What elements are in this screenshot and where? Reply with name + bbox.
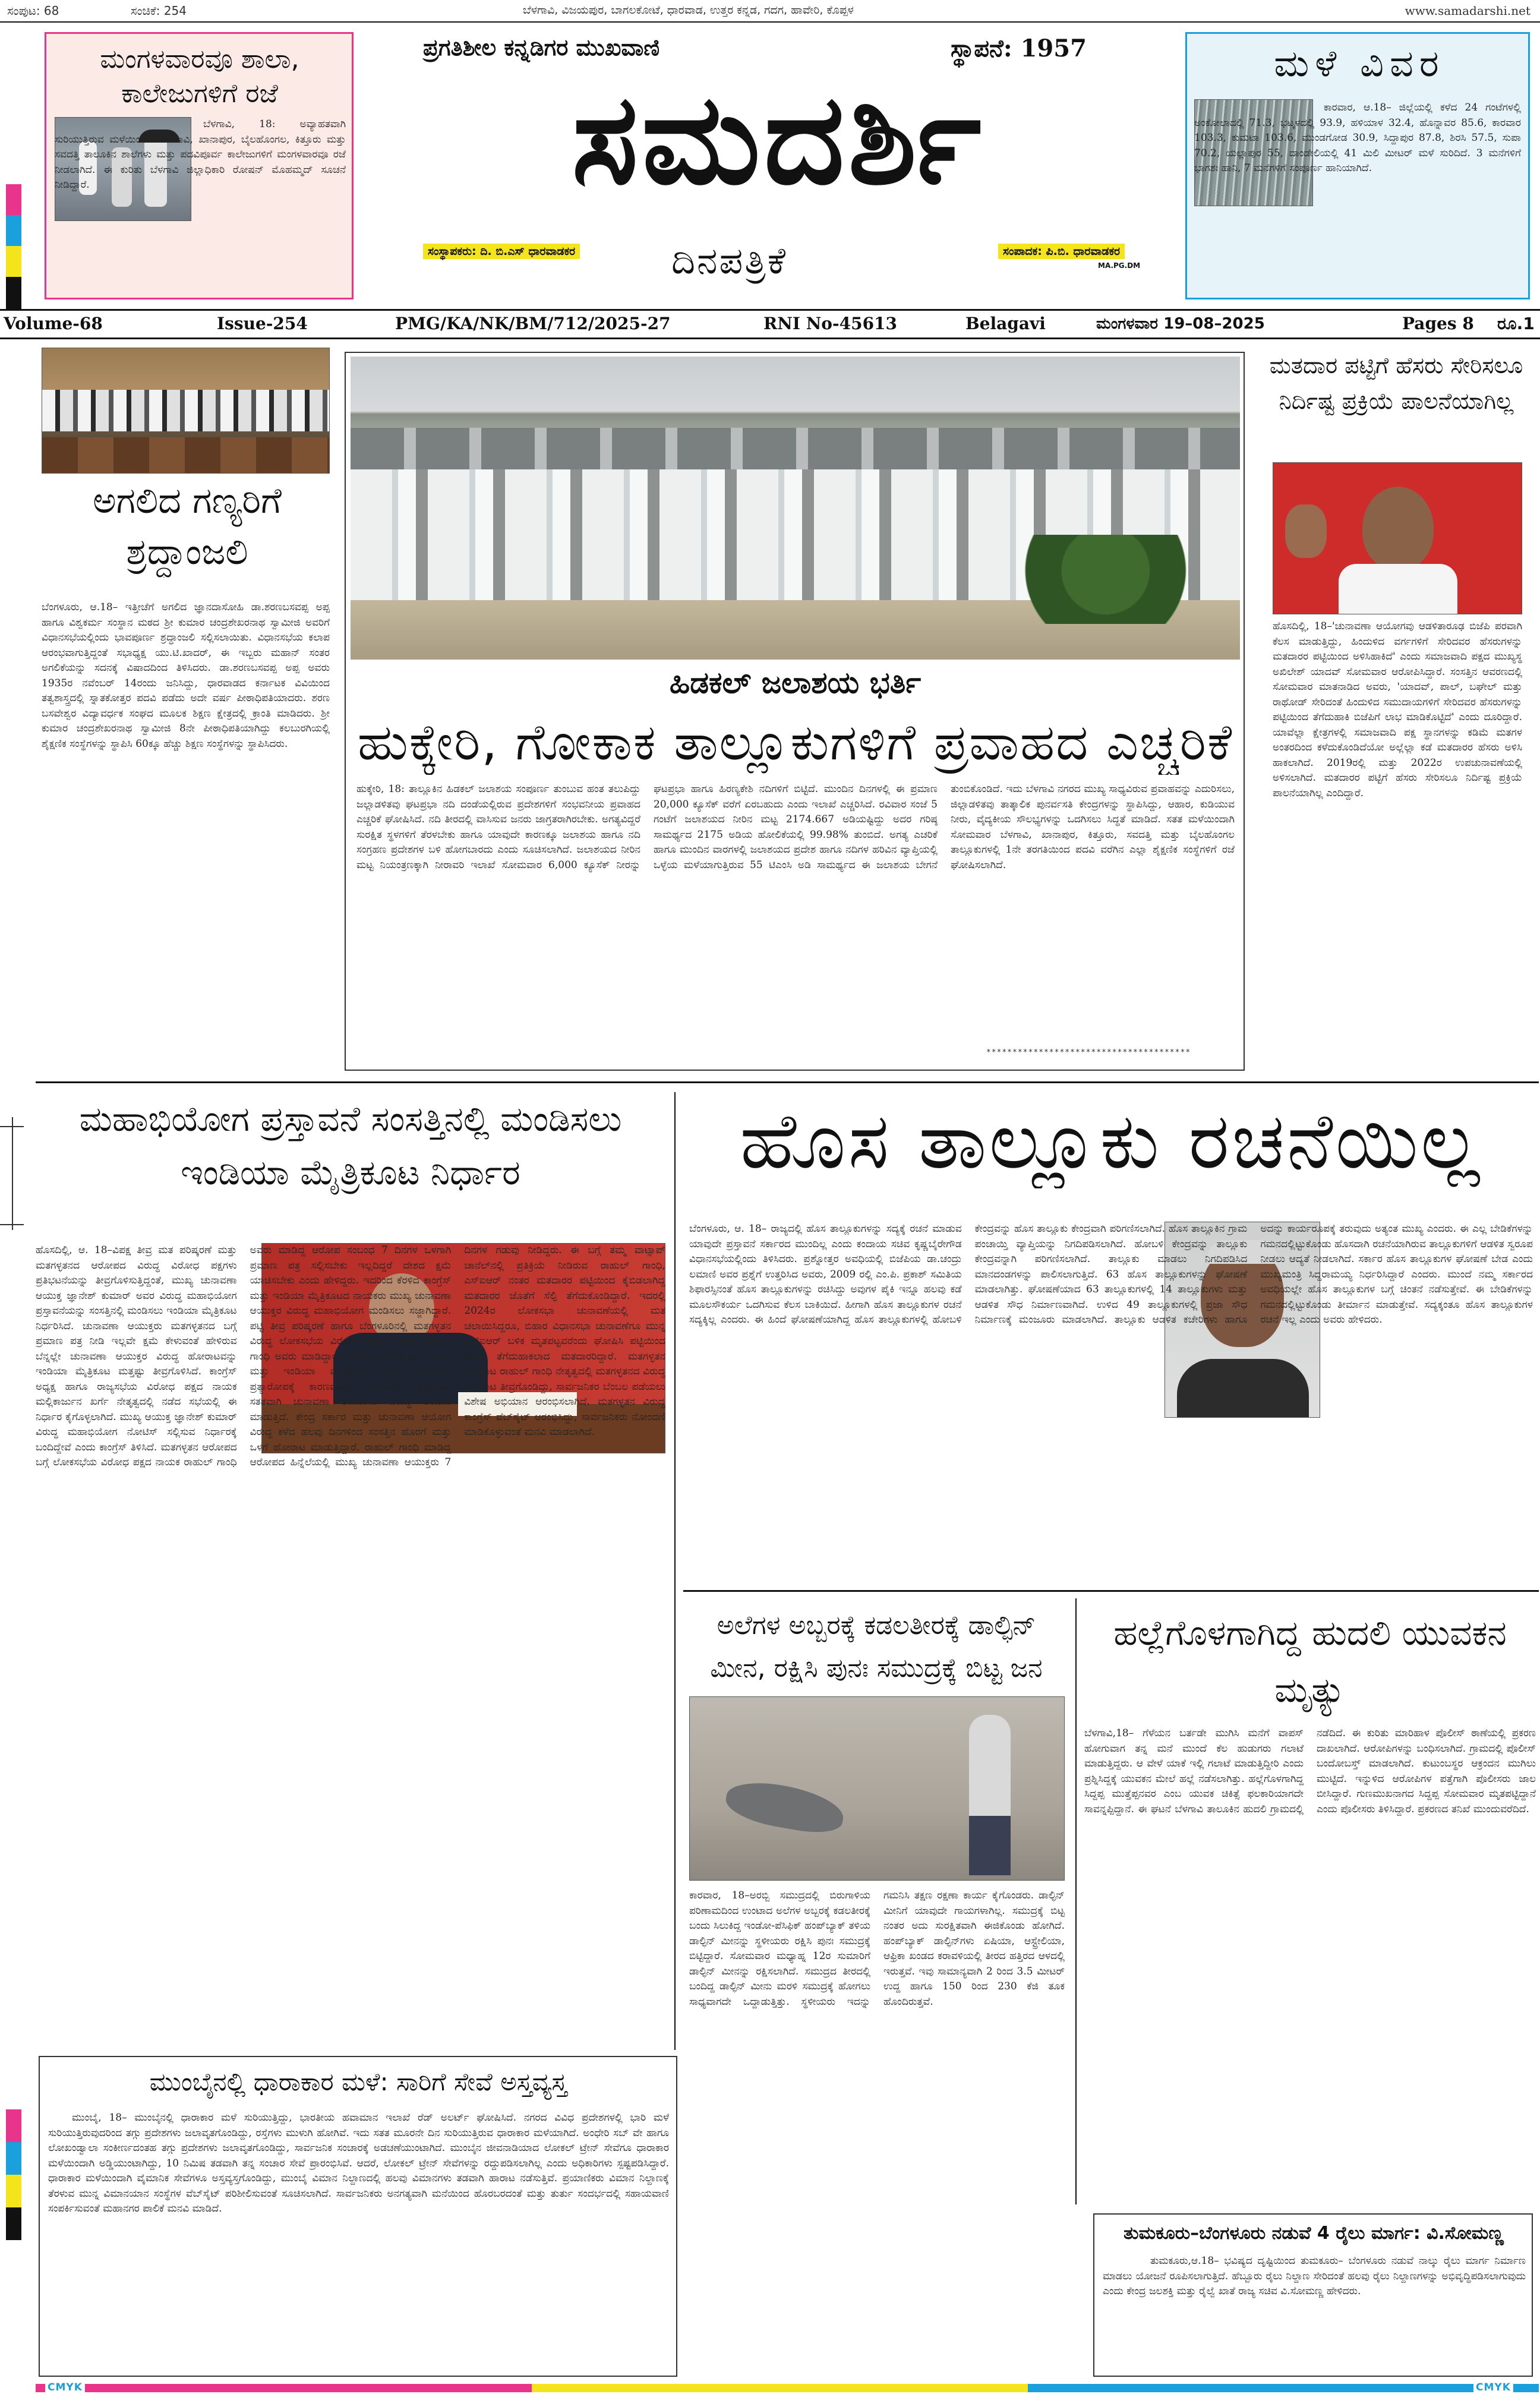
ear-left-headline: ಮಂಗಳವಾರವೂ ಶಾಲಾ, ಕಾಲೇಜುಗಳಿಗೆ ರಜೆ	[100, 44, 299, 109]
tribute-headline: ಅಗಲಿದ ಗಣ್ಯರಿಗೆ ಶ್ರದ್ಧಾಂಜಲಿ	[93, 480, 282, 573]
akhilesh-photo	[1273, 462, 1522, 614]
impeach-body-text: ಹೊಸದಿಲ್ಲಿ, ಆ. 18–ವಿಪಕ್ಷ ತೀವ್ರ ಮತ ಪರಿಷ್ಕರಣೆ ಮತ್ತು ಮತಗಳ್ಳತನದ ಆರೋಪದ ವಿರುದ್ಧ ವಿರೋಧ ಪಕ್ಷಗಳು ಪ್ರತಿಭಟನೆಯನ್ನು ತೀವ್ರಗೊಳಿಸುತ್ತಿದ್ದಂತೆ, ಮುಖ್ಯ ಚುನಾವಣಾ ಆಯುಕ್ತ ಜ್ಞಾನೇಶ್ ಕುಮಾರ್ ಅವರ ವಿರುದ್ಧ ಮಹಾಭಿಯೋಗ ಪ್ರಸ್ತಾವನೆಯನ್ನು ಸಂಸತ್ತಿನಲ್ಲಿ ಮಂಡಿಸಲು ಇಂಡಿಯಾ ಮೈತ್ರಿಕೂಟ ನಿರ್ಧರಿಸಿದೆ. ಚುನಾವಣಾ ಆಯುಕ್ತರು ಮತಗಳ್ಳತನದ ಬಗ್ಗೆ ಪ್ರಮಾಣ ಪತ್ರ ನೀಡಿ ಇಲ್ಲವೇ ಕ್ಷಮೆ ಕೇಳುವಂತೆ ಹೇಳಿರುವ ಬೆನ್ನಲ್ಲೇ ಚುನಾವಣಾ ಆಯುಕ್ತರ ವಿರುದ್ಧ ಹೋರಾಟವನ್ನು ಇಂಡಿಯಾ ಮೈತ್ರಿಕೂಟ ಮತ್ತಷ್ಟು ತೀವ್ರಗೊಳಿಸಿದೆ. ಕಾಂಗ್ರೆಸ್ ಅಧ್ಯಕ್ಷ ಹಾಗೂ ರಾಜ್ಯಸಭೆಯ ವಿರೋಧ ಪಕ್ಷದ ನಾಯಕ ಮಲ್ಲಿಕಾರ್ಜುನ ಖರ್ಗೆ ನೇತೃತ್ವದಲ್ಲಿ ನಡೆದ ಸಭೆಯಲ್ಲಿ ಈ ನಿರ್ಧಾರ ಕೈಗೊಳ್ಳಲಾಗಿದೆ. ಮುಖ್ಯ ಆಯುಕ್ತ ಜ್ಞಾನೇಶ್ ಕುಮಾರ್ ವಿರುದ್ಧ ಮಹಾಭಿಯೋಗ ನೋಟಿಸ್ ಸಲ್ಲಿಸುವ ನಿರ್ಧಾರಕ್ಕೆ ಬಂದಿದ್ದೇವೆ ಎಂದು ಕಾಂಗ್ರೆಸ್ ತಿಳಿಸಿದೆ. ಮತಗಳ್ಳತನ ಆರೋಪದ ಬಗ್ಗೆ ಲೋಕಸಭೆಯ ವಿರೋಧ ಪಕ್ಷದ ನಾಯಕ ರಾಹುಲ್ ಗಾಂಧಿ ಅವರು ಮಾಡಿದ್ದ ಆರೋಪ ಸಂಬಂಧ 7 ದಿನಗಳ ಒಳಗಾಗಿ ಪ್ರಮಾಣ ಪತ್ರ ಸಲ್ಲಿಸಬೇಕು ಇಲ್ಲದಿದ್ದರೆ ದೇಶದ ಕ್ಷಮೆ ಯಾಚಿಸಬೇಕು ಎಂದು ಹೇಳಿದ್ದರು. ಇದರಿಂದ ಕೆರಳಿದ ಕಾಂಗ್ರೆಸ್ ಮತ್ತು ಇಂಡಿಯಾ ಮೈತ್ರಿಕೂಟದ ನಾಯಕರು ಮುಖ್ಯ ಚುನಾವಣಾ ಆಯುಕ್ತರ ವಿರುದ್ಧ ಮಹಾಭಿಯೋಗ ಮಂಡಿಸಲು ಸಜ್ಜಾಗಿದ್ದಾರೆ. ಪಟ್ಟಿ ತೀವ್ರ ಪರಿಷ್ಕರಣೆ ಹಾಗೂ ಬೆಂಗಳೂರಿನಲ್ಲಿ ಮತಗಳ್ಳತನ ವಿರುದ್ಧ ಲೋಕಸಭೆಯ ವಿರೋಧ ಪಕ್ಷದ ನಾಯಕ ರಾಹುಲ್ ಗಾಂಧಿ ಅವರು ಮಾಡಿದ್ದಾರೆ. ಇದರಿಂದ ಚುನಾವಣಾ ಆಯೋಗ ಮತ್ತು ಇಂಡಿಯಾ ಮೈತ್ರಿಕೂಟದ ನಡುವೆ ಆರೋಪ ಪ್ರತ್ಯಾರೋಪಕ್ಕೆ ಕಾರಣವಾಗಿದೆ. ಇಂಡಿಯಾ ಮೈತ್ರಿಕೂಟ ಸತತವಾಗಿ ಚುನಾವಣಾ ಆಯೋಗದ ವಿರುದ್ಧ ಆರೋಪ ಮಾಡುತ್ತಿದೆ. ಕೇಂದ್ರ ಸರ್ಕಾರ ಮತ್ತು ಚುನಾವಣಾ ಆಯೋಗ ವಿರುದ್ಧ ಕಳೆದ ಹಲವು ದಿನಗಳಿಂದ ಸಂಸತ್ತಿನ ಹೊರಗೆ ಮತ್ತು ಒಳಗೆ ಹೋರಾಟ ಮಾಡುತ್ತಿದ್ದಾರೆ. ರಾಹುಲ್ ಗಾಂಧಿ ಮಾಡಿದ್ದ ಆರೋಪದ ಹಿನ್ನೆಲೆಯಲ್ಲಿ ಮುಖ್ಯ ಚುನಾವಣಾ ಆಯುಕ್ತರು 7 ದಿನಗಳ ಗಡುವು ನೀಡಿದ್ದರು. ಈ ಬಗ್ಗೆ ತಮ್ಮ ವಾಟ್ಸಾಪ್ ಚಾನೆಲ್‌ನಲ್ಲಿ ಪ್ರತಿಕ್ರಿಯೆ ನೀಡಿರುವ ರಾಹುಲ್ ಗಾಂಧಿ, ಎಸ್‌ಐಆರ್ ನಂತರ ಮತದಾರರ ಪಟ್ಟಿಯಿಂದ ಕೈಬಿಡಲಾಗಿದ್ದ ಮತದಾರರ ಜೊತೆಗೆ ಸೆಲ್ಫಿ ತೆಗೆದುಕೊಂಡಿದ್ದಾರೆ. ಇದರಲ್ಲಿ 2024ರ ಲೋಕಸಭಾ ಚುನಾವಣೆಯಲ್ಲಿ ಮತ ಚಲಾಯಿಸಿದ್ದರೂ, ಬಿಹಾರ ವಿಧಾನಸಭಾ ಚುನಾವಣೆಗೂ ಮುನ್ನ ಎಸ್‌ಐಆರ್ ಬಳಿಕ ಮೃತಪಟ್ಟವರೆಂದು ಘೋಷಿಸಿ ಪಟ್ಟಿಯಿಂದ ಹೆಸರು ತೆಗೆದುಹಾಕಲಾದ ಮತದಾರರಿದ್ದಾರೆ. ಮತಗಳ್ಳತನ ಹೋರಾಟ ರಾಹುಲ್ ಗಾಂಧಿ ನೇತೃತ್ವದಲ್ಲಿ ಮತಗಳ್ಳತನದ ವಿರುದ್ಧ ಹೋರಾಟ ತೀವ್ರಗೊಂಡಿದ್ದು, ಸಾರ್ವಜನಿಕರ ಬೆಂಬಲ ಪಡೆಯಲು ವಿಶೇಷ ಅಭಿಯಾನ ಆರಂಭಿಸಲಾಗಿದೆ. ಮತಗಳ್ಳತನ ವಿರುದ್ಧ ಕಾಂಗ್ರೆಸ್ ವೆಬ್‌ಸೈಟ್ ಆರಂಭಿಸಿದ್ದು, ಸಾರ್ವಜನಿಕರು ನೋಂದಣಿ ಮಾಡಿಕೊಳ್ಳುವಂತೆ ಮನವಿ ಮಾಡಲಾಗಿದೆ.	[36, 1244, 665, 1468]
registration-bar-bottom	[6, 2109, 21, 2240]
issue-number: ಸಂಚಿಕೆ: 254	[131, 4, 187, 18]
ear-left-box	[45, 32, 354, 299]
cmyk-label-right: CMYK	[1473, 2382, 1513, 2393]
dam-kicker: ಹಿಡಕಲ್ ಜಲಾಶಯ ಭರ್ತಿ	[669, 665, 922, 700]
mumbai-headline: ಮುಂಬೈನಲ್ಲಿ ಧಾರಾಕಾರ ಮಳೆ: ಸಾರಿಗೆ ಸೇವೆ ಅಸ್ತವ್ಯಸ್ತ	[149, 2067, 567, 2096]
cmyk-label-left: CMYK	[45, 2382, 85, 2393]
crop-mark-left-2	[0, 1224, 24, 1225]
dolphin-body: ಕಾರವಾರ, 18–ಅರಬ್ಬಿ ಸಮುದ್ರದಲ್ಲಿ ಬಿರುಗಾಳಿಯ ಪರಿಣಾಮದಿಂದ ಉಂಟಾದ ಅಲೆಗಳ ಅಬ್ಬರಕ್ಕೆ ಕಡಲತೀರಕ್ಕೆ ಬಂದು ಸಿಲುಕಿದ್ದ ಇಂಡೋ-ಪೆಸಿಫಿಕ್ ಹಂಪ್‌ಬ್ಯಾಕ್ ತಳಿಯ ಡಾಲ್ಫಿನ್ ಮೀನನ್ನು ಸ್ಥಳೀಯರು ರಕ್ಷಿಸಿ ಪುನಃ ಸಮುದ್ರಕ್ಕೆ ಬಿಟ್ಟಿದ್ದಾರೆ. ಸೋಮವಾರ ಮಧ್ಯಾಹ್ನ 12ರ ಸುಮಾರಿಗೆ ಡಾಲ್ಫಿನ್ ಮೀನನ್ನು ರಕ್ಷಿಸಲಾಗಿದೆ. ಸಮುದ್ರದ ತೀರದಲ್ಲಿ ಬಂದಿದ್ದ ಡಾಲ್ಫಿನ್ ಮೀನು ಮರಳಿ ಸಮುದ್ರಕ್ಕೆ ಹೋಗಲು ಸಾಧ್ಯವಾಗದೇ ಒದ್ದಾಡುತ್ತಿತ್ತು. ಸ್ಥಳೀಯರು ಇದನ್ನು ಗಮನಿಸಿ ತಕ್ಷಣ ರಕ್ಷಣಾ ಕಾರ್ಯ ಕೈಗೊಂಡರು. ಡಾಲ್ಫಿನ್ ಮೀನಿಗೆ ಯಾವುದೇ ಗಾಯಗಳಾಗಿಲ್ಲ. ಸಮುದ್ರಕ್ಕೆ ಬಿಟ್ಟ ನಂತರ ಅದು ಸುರಕ್ಷಿತವಾಗಿ ಈಜಿಕೊಂಡು ಹೋಗಿದೆ. ಹಂಪ್‌ಬ್ಯಾಕ್ ಡಾಲ್ಫಿನ್‌ಗಳು ಏಷಿಯಾ, ಆಸ್ಟ್ರೇಲಿಯಾ, ಆಫ್ರಿಕಾ ಖಂಡದ ಕರಾವಳಿಯಲ್ಲಿ ತೀರದ ಹತ್ತಿರದ ಆಳದಲ್ಲಿ ಇರುತ್ತವೆ. ಇವು ಸಾಮಾನ್ಯವಾಗಿ 2 ರಿಂದ 3.5 ಮೀಟರ್ ಉದ್ದ ಹಾಗೂ 150 ರಿಂದ 230 ಕೆಜಿ ತೂಕ ಹೊಂದಿರುತ್ತವೆ.	[689, 1890, 1065, 2008]
dolphin-photo	[689, 1696, 1065, 1881]
newspaper-subtitle: ದಿನಪತ್ರಿಕೆ	[671, 239, 788, 282]
voter-headline: ಮತದಾರ ಪಟ್ಟಿಗೆ ಹೆಸರು ಸೇರಿಸಲೂ ನಿರ್ದಿಷ್ಟ ಪ್ರಕ್ರಿಯೆ ಪಾಲನೆಯಾಗಿಲ್ಲ	[1269, 352, 1523, 414]
website-link[interactable]: www.samadarshi.net	[1405, 4, 1530, 18]
youth-body: ಬೆಳಗಾವಿ,18– ಗೆಳೆಯನ ಬರ್ತಡೇ ಮುಗಿಸಿ ಮನೆಗೆ ವಾಪಸ್ ಹೋಗುವಾಗ ತನ್ನ ಮನೆ ಮುಂದೆ ಕೆಲ ಹುಡುಗರು ಗಲಾಟೆ ಮಾಡುತ್ತಿದ್ದರು. ಆ ವೇಳೆ ಯಾಕೆ ಇಲ್ಲಿ ಗಲಾಟೆ ಮಾಡುತ್ತಿದ್ದೀರಿ ಎಂದು ಪ್ರಶ್ನಿಸಿದ್ದಕ್ಕೆ ಯುವಕನ ಮೇಲೆ ಹಲ್ಲೆ ನಡೆಸಲಾಗಿತ್ತು. ಹಲ್ಲೆಗೊಳಗಾಗಿದ್ದ ಸಿದ್ದಪ್ಪ ಮುತ್ತೆಪ್ಪನವರ ಎಂಬ ಯುವಕ ಚಿಕಿತ್ಸೆ ಫಲಕಾರಿಯಾಗದೇ ಸಾವನ್ನಪ್ಪಿದ್ದಾನೆ. ಈ ಘಟನೆ ಬೆಳಗಾವಿ ತಾಲೂಕಿನ ಹುದಲಿ ಗ್ರಾಮದಲ್ಲಿ ನಡೆದಿದೆ. ಈ ಕುರಿತು ಮಾರಿಹಾಳ ಪೊಲೀಸ್ ಠಾಣೆಯಲ್ಲಿ ಪ್ರಕರಣ ದಾಖಲಾಗಿದೆ. ಆರೋಪಿಗಳನ್ನು ಬಂಧಿಸಲಾಗಿದೆ. ಗ್ರಾಮದಲ್ಲಿ ಪೊಲೀಸ್ ಬಂದೋಬಸ್ತ್ ಮಾಡಲಾಗಿದೆ. ಕುಟುಂಬಸ್ಥರ ಆಕ್ರಂದನ ಮುಗಿಲು ಮುಟ್ಟಿದೆ. ಇನ್ನುಳಿದ ಆರೋಪಿಗಳ ಪತ್ತೆಗಾಗಿ ಪೊಲೀಸರು ಜಾಲ ಬೀಸಿದ್ದಾರೆ. ಗುಣಮುಖನಾಗದ ಸಿದ್ದಪ್ಪ ಸೋಮವಾರ ಮೃತಪಟ್ಟಿದ್ದಾನೆ ಎಂದು ಪೊಲೀಸರು ತಿಳಿಸಿದ್ದಾರೆ. ಪ್ರಕರಣದ ತನಿಖೆ ಮುಂದುವರೆದಿದೆ.	[1084, 1727, 1536, 1815]
ear-right-body: ಕಾರವಾರ, ಆ.18– ಜಿಲ್ಲೆಯಲ್ಲಿ ಕಳೆದ 24 ಗಂಟೆಗಳಲ್ಲಿ ಅಂಕೋಲಾದಲ್ಲಿ 71.3, ಭಟ್ಕಳದಲ್ಲಿ 93.9, ಹಳಿಯಾಳ 32.4, ಹೊನ್ನಾವರ 85.6, ಕಾರವಾರ 103.3, ಕುಮಟಾ 103.6, ಮುಂಡಗೋಡ 30.9, ಸಿದ್ದಾಪುರ 87.8, ಶಿರಸಿ 57.5, ಸುಪಾ 70.2, ಯಲ್ಲಾಪುರ 55, ದಾಂಡೇಲಿಯಲ್ಲಿ 41 ಮಿಲಿ ಮೀಟರ್ ಮಳೆ ಸುರಿದಿದೆ. 3 ಮನೆಗಳಿಗೆ ಭಾಗಶಃ ಹಾನಿ, 7 ಮನೆಗಳಿಗೆ ಸಂಪೂರ್ಣ ಹಾನಿಯಾಗಿದೆ.	[1194, 102, 1521, 174]
info-volume: Volume-68	[4, 314, 103, 333]
info-issue: Issue-254	[217, 314, 308, 333]
impeach-body	[36, 1243, 665, 2045]
dam-headline: ಹುಕ್ಕೇರಿ, ಗೋಕಾಕ ತಾಲ್ಲೂಕುಗಳಿಗೆ ಪ್ರವಾಹದ ಎಚ್ಚರಿಕೆ	[357, 713, 1233, 771]
district-list: ಬೆಳಗಾವಿ, ವಿಜಯಪುರ, ಬಾಗಲಕೋಟೆ, ಧಾರವಾಡ, ಉತ್ತರ ಕನ್ನಡ, ಗದಗ, ಹಾವೇರಿ, ಕೊಪ್ಪಳ	[523, 4, 854, 17]
footer-bar	[36, 2384, 1539, 2392]
youth-headline: ಹಲ್ಲೆಗೊಳಗಾಗಿದ್ದ ಹುದಲಿ ಯುವಕನ ಮೃತ್ಯು	[1113, 1613, 1507, 1710]
ear-right-box	[1185, 32, 1530, 299]
dam-divider: ***************************************	[986, 1048, 1191, 1057]
rail-headline: ತುಮಕೂರು–ಬೆಂಗಳೂರು ನಡುವೆ 4 ರೈಲು ಮಾರ್ಗ: ವಿ.ಸೋಮಣ್ಣ	[1097, 2220, 1530, 2247]
info-registration: PMG/KA/NK/BM/712/2025-27	[395, 314, 671, 333]
rail-body: ತುಮಕೂರು,ಆ.18– ಭವಿಷ್ಯದ ದೃಷ್ಟಿಯಿಂದ ತುಮಕೂರು– ಬೆಂಗಳೂರು ನಡುವೆ ನಾಲ್ಕು ರೈಲು ಮಾರ್ಗ ನಿರ್ಮಾಣ ಮಾಡಲು ಯೋಜನೆ ರೂಪಿಸಲಾಗುತ್ತಿದೆ. ಹೆಬ್ಬೂರು ರೈಲು ನಿಲ್ದಾಣ ಸೇರಿದಂತೆ ಹಲವು ರೈಲು ನಿಲ್ದಾಣಗಳನ್ನು ಅಭಿವೃದ್ಧಿಪಡಿಸಲಾಗುವುದು ಎಂದು ಕೇಂದ್ರ ಜಲಶಕ್ತಿ ಮತ್ತು ರೈಲ್ವೆ ಖಾತೆ ರಾಜ್ಯ ಸಚಿವ ವಿ.ಸೋಮಣ್ಣ ಹೇಳಿದರು.	[1103, 2255, 1526, 2297]
newspaper-title: ಸಮದರ್ಶಿ	[572, 67, 985, 212]
dam-story-box	[345, 352, 1245, 1071]
volume-number: ಸಂಪುಟ: 68	[7, 4, 59, 18]
crop-mark-left-v	[12, 1117, 13, 1230]
hidkal-dam-photo	[351, 357, 1240, 660]
info-city: Belagavi	[965, 314, 1046, 333]
established-year: ಸ್ಥಾಪನೆ: 1957	[951, 34, 1087, 62]
dam-body: ಹುಕ್ಕೇರಿ, 18: ತಾಲ್ಲೂಕಿನ ಹಿಡಕಲ್ ಜಲಾಶಯ ಸಂಪೂರ್ಣ ತುಂಬುವ ಹಂತ ತಲುಪಿದ್ದು ಜಲ್ಲಾಡಳಿತವು ಘಟಪ್ರಭಾ ನದಿ ದಂಡೆಯಲ್ಲಿರುವ ಪ್ರದೇಶಗಳಿಗೆ ಸಂಭವನೀಯ ಪ್ರವಾಹದ ಎಚ್ಚರಿಕೆ ಘೋಷಿಸಿದೆ. ನದಿ ತೀರದಲ್ಲಿ ವಾಸಿಸುವ ಜನರು ಜಾಗ್ರತರಾಗಿರಬೇಕು. ಅಗತ್ಯವಿದ್ದರೆ ಸುರಕ್ಷಿತ ಸ್ಥಳಗಳಿಗೆ ತೆರಳಬೇಕು ಹಾಗೂ ಯಾವುದೇ ಕಾರಣಕ್ಕೂ ಜಲಾಶಯ ಹಾಗೂ ನದಿ ಸಂಗ್ರಹಣ ಪ್ರದೇಶಗಳ ಬಳಿ ಹೋಗಬಾರದು ಎಂದು ಸೂಚಿಸಲಾಗಿದೆ. ಜಲಾಶಯದ ನೀರಿನ ಮಟ್ಟ ನಿಯಂತ್ರಣಕ್ಕಾಗಿ ನೀರಾವರಿ ಇಲಾಖೆ ಸೋಮವಾರ 6,000 ಕ್ಯೂಸೆಕ್ ನೀರನ್ನು ಘಟಪ್ರಭಾ ಹಾಗೂ ಹಿರಣ್ಯಕೇಶಿ ನದಿಗಳಿಗೆ ಬಿಟ್ಟಿದೆ. ಮುಂದಿನ ದಿನಗಳಲ್ಲಿ ಈ ಪ್ರಮಾಣ 20,000 ಕ್ಯೂಸೆಕ್ ವರೆಗೆ ಏರಬಹುದು ಎಂದು ಇಲಾಖೆ ಎಚ್ಚರಿಸಿದೆ. ರವಿವಾರ ಸಂಜೆ 5 ಗಂಟೆಗೆ ಜಲಾಶಯದ ನೀರಿನ ಮಟ್ಟ 2174.667 ಅಡಿಯಷ್ಟಿದ್ದು ಅದರ ಗರಿಷ್ಠ ಸಾಮರ್ಥ್ಯದ 2175 ಅಡಿಯ ಹೋಲಿಕೆಯಲ್ಲಿ 99.98% ತುಂಬಿದೆ. ಅಗತ್ಯ ಎಚರಿಕೆ ಹಾಗೂ ಮುಂದಿನ ವಾರಗಳಲ್ಲಿ ಜಲಾಶಯದ ಪ್ರದೇಶ ಹಾಗೂ ನದಿಗಳ ಹರಿವಿನ ವ್ಯಾಪ್ತಿಯಲ್ಲಿ ಒಳ್ಳೆಯ ಮಳೆಯಾಗುತ್ತಿರುವ 55 ಟಿಎಂಸಿ ಅಡಿ ಸಾಮರ್ಥ್ಯದ ಈ ಜಲಾಶಯ ಬೇಗನೆ ತುಂಬಿಕೊಂಡಿದೆ. ಇದು ಬೆಳಗಾವಿ ನಗರದ ಮುಖ್ಯ ಸಾಧ್ಯವಿರುವ ಪ್ರವಾಹವನ್ನು ಎದುರಿಸಲು, ಜಿಲ್ಲಾಡಳಿತವು ತಾತ್ಕಾಲಿಕ ಪುನರ್ವಸತಿ ಕೇಂದ್ರಗಳನ್ನು ಸ್ಥಾಪಿಸಿದ್ದು, ಆಹಾರ, ಕುಡಿಯುವ ನೀರು, ವೈದ್ಯಕೀಯ ಸೌಲಭ್ಯಗಳನ್ನು ಒದಗಿಸಲು ಸಿದ್ಧತೆ ಮಾಡಿದೆ. ಸತತ ಮಳೆಯಿಂದಾಗಿ ಸೋಮವಾರ ಬೆಳಗಾವಿ, ಖಾನಾಪುರ, ಕಿತ್ತೂರು, ಸವದತ್ತಿ ಮತ್ತು ಬೈಲಹೊಂಗಲ ತಾಲ್ಲೂಕುಗಳಲ್ಲಿ 1ನೇ ತರಗತಿಯಿಂದ ಪದವಿ ವರೆಗಿನ ಎಲ್ಲಾ ಶೈಕ್ಷಣಿಕ ಸಂಸ್ಥೆಗಳಿಗೆ ರಜೆ ಘೋಷಿಸಲಾಗಿದೆ.	[356, 783, 1235, 871]
assembly-photo	[42, 348, 330, 474]
rail-story-box	[1093, 2213, 1533, 2377]
dolphin-headline: ಅಲೆಗಳ ಅಬ್ಬರಕ್ಕೆ ಕಡಲತೀರಕ್ಕೆ ಡಾಲ್ಫಿನ್ ಮೀನ, ರಕ್ಷಿಸಿ ಪುನಃ ಸಮುದ್ರಕ್ಕೆ ಬಿಟ್ಟ ಜನ	[710, 1610, 1043, 1683]
editor-qualification: MA.PG.DM	[1098, 261, 1141, 270]
mumbai-body: ಮುಂಬೈ, 18– ಮುಂಬೈನಲ್ಲಿ ಧಾರಾಕಾರ ಮಳೆ ಸುರಿಯುತ್ತಿದ್ದು, ಭಾರತೀಯ ಹವಾಮಾನ ಇಲಾಖೆ ರೆಡ್ ಅಲರ್ಟ್ ಘೋಷಿಸಿದೆ. ನಗರದ ವಿವಿಧ ಪ್ರದೇಶಗಳಲ್ಲಿ ಭಾರಿ ಮಳೆ ಸುರಿಯುತ್ತಿರುವುದರಿಂದ ತಗ್ಗು ಪ್ರದೇಶಗಳು ಜಲಾವೃತಗೊಂಡಿದ್ದು, ರಸ್ತೆಗಳು ಮುಳುಗಿ ಹೋಗಿವೆ. ಇದು ಸತತ ಮೂರನೇ ದಿನ ಸುರಿಯುತ್ತಿರುವ ಧಾರಾಕಾರ ಮಳೆಯಾಗಿದೆ. ಅಂಧೇರಿ ಸಬ್ ವೇ ಹಾಗೂ ಲೋಖಂಡ್ವಾಲಾ ಸಂಕೀರ್ಣದಂತಹ ತಗ್ಗು ಪ್ರದೇಶಗಳು ಜಲಾವೃತಗೊಂಡಿದ್ದು, ಸಾರ್ವಜನಿಕ ಸಂಚಾರಕ್ಕೆ ಅಡಚಣೆಯುಂಟಾಗಿದೆ. ಮುಂಬೈನ ಜೀವನಾಡಿಯಾದ ಲೋಕಲ್ ಟ್ರೇನ್ ಸೇವೆಗೂ ಧಾರಾಕಾರ ಮಳೆಯಿಂದಾಗಿ ಅಡ್ಡಿಯುಂಟಾಗಿದ್ದು, 10 ನಿಮಿಷ ತಡವಾಗಿ ತನ್ನ ಸಂಚಾರ ಸೇವೆ ಪ್ರಾರಂಭಿಸಿವೆ. ಆದರೆ, ಲೋಕಲ್ ಟ್ರೇನ್ ಸೇವೆಗಳನ್ನು ರದ್ದುಪಡಿಸಲಾಗಿಲ್ಲ ಎಂದು ಅಧಿಕಾರಿಗಳು ಸ್ಪಷ್ಟಪಡಿಸಿದ್ದಾರೆ. ಧಾರಾಕಾರ ಮಳೆಯಿಂದಾಗಿ ವೈಮಾನಿಕ ಸೇವೆಗಳೂ ಅಸ್ತವ್ಯಸ್ತಗೊಂಡಿದ್ದು, ಮುಂಬೈ ವಿಮಾನ ನಿಲ್ದಾಣದಲ್ಲಿ ಹಲವು ವಿಮಾನಗಳು ತಡವಾಗಿ ಹಾರಾಟ ನಡೆಸುತ್ತಿವೆ. ಪ್ರಯಾಣಿಕರು ವಿಮಾನ ನಿಲ್ದಾಣಕ್ಕೆ ತೆರಳುವ ಮುನ್ನ ವಿಮಾನಯಾನ ಸಂಸ್ಥೆಗಳ ವೆಬ್‌ಸೈಟ್ ಪರಿಶೀಲಿಸುವಂತೆ ಸೂಚಿಸಲಾಗಿದೆ. ಸಾರ್ವಜನಿಕರು ಅನಗತ್ಯವಾಗಿ ಮನೆಯಿಂದ ಹೊರಬರದಂತೆ ಮತ್ತು ತುರ್ತು ಸಂದರ್ಭದಲ್ಲಿ ಸಹಾಯವಾಣಿ ಸಂಪರ್ಕಿಸುವಂತೆ ಮಹಾನಗರ ಪಾಲಿಕೆ ಮನವಿ ಮಾಡಿದೆ.	[48, 2112, 669, 2215]
info-price: ರೂ.1	[1497, 314, 1535, 333]
taluk-headline: ಹೊಸ ತಾಲ್ಲೂಕು ರಚನೆಯಿಲ್ಲ	[740, 1096, 1482, 1186]
founder-label: ಸಂಸ್ಥಾಪಕರು: ದಿ. ಬಿ.ಎಸ್ ಧಾರವಾಡಕರ	[423, 244, 580, 259]
taluk-body: ಬೆಂಗಳೂರು, ಆ. 18– ರಾಜ್ಯದಲ್ಲಿ ಹೊಸ ತಾಲ್ಲೂಕುಗಳನ್ನು ಸದ್ಯಕ್ಕೆ ರಚನೆ ಮಾಡುವ ಯಾವುದೇ ಪ್ರಸ್ತಾವನೆ ಸರ್ಕಾರದ ಮುಂದಿಲ್ಲ ಎಂದು ಕಂದಾಯ ಸಚಿವ ಕೃಷ್ಣಬೈರೇಗೌಡ ವಿಧಾನಸಭೆಯಲ್ಲಿಂದು ತಿಳಿಸಿದರು. ಪ್ರಶ್ನೋತ್ತರ ಅವಧಿಯಲ್ಲಿ ಬಿಜೆಪಿಯ ಡಾ.ಚಂದ್ರು ಲಮಾಣಿ ಅವರ ಪ್ರಶ್ನೆಗೆ ಉತ್ತರಿಸಿದ ಅವರು, 2009 ರಲ್ಲಿ ಎಂ.ಪಿ. ಪ್ರಕಾಶ್ ಸಮಿತಿಯ ಶಿಫಾರಸ್ಸಿನಂತೆ ಹೊಸ ತಾಲ್ಲೂಕುಗಳನ್ನು ರಚಿಸಿದ್ದು ಅವುಗಳ ಪೈಕಿ ಇನ್ನೂ ಹಲವು ಕಡೆ ಮೂಲಸೌಕರ್ಯ ಒದಗಿಸುವ ಕೆಲಸ ಬಾಕಿಯಿದೆ. ಹೀಗಾಗಿ ಹೊಸ ತಾಲ್ಲೂಕುಗಳ ರಚನೆ ಸದ್ಯಕ್ಕಿಲ್ಲ ಎಂದರು. ಈ ಹಿಂದೆ ಘೋಷಣೆಯಾಗಿದ್ದ ಹೊಸ ತಾಲ್ಲೂಕುಗಳಲ್ಲಿ ಹೋಬಳಿ ಕೇಂದ್ರವನ್ನು ಹೊಸ ತಾಲ್ಲೂಕು ಕೇಂದ್ರವಾಗಿ ಪರಿಗಣಿಸಲಾಗಿದೆ. ಹೊಸ ತಾಲ್ಲೂಕಿನ ಗ್ರಾಮ ಪಂಚಾಯ್ತಿ ವ್ಯಾಪ್ತಿಯನ್ನು ನಿಗದಿಪಡಿಸಲಾಗಿದೆ. ಹೋಬಳಿ ಕೇಂದ್ರವನ್ನು ತಾಲ್ಲೂಕು ಕೇಂದ್ರವನ್ನಾಗಿ ಪರಿಗಣಿಸಲಾಗಿದೆ. ತಾಲ್ಲೂಕು ಮಾಡಲು ನಿಗದಿಪಡಿಸಿದ ಮಾನದಂಡಗಳನ್ನು ಪಾಲಿಸಲಾಗುತ್ತಿದೆ. 63 ಹೊಸ ತಾಲ್ಲೂಕುಗಳನ್ನು ಘೋಷಣೆ ಮಾಡಲಾಗಿತ್ತು. ಘೋಷಣೆಯಾದ 63 ತಾಲ್ಲೂಕುಗಳಲ್ಲಿ 14 ತಾಲ್ಲೂಕುಗಳು ಮತ್ತು ಆಡಳಿತ ಸೌಧ ನಿರ್ಮಾಣವಾಗಿದೆ. ಉಳಿದ 49 ತಾಲ್ಲೂಕುಗಳಲ್ಲಿ ಪ್ರಜಾ ಸೌಧ ನಿರ್ಮಾಣಕ್ಕೆ ಮಂಜೂರು ಮಾಡಲಾಗಿದೆ. ತಾಲ್ಲೂಕು ಆಡಳಿತ ಕಚೇರಿಗಳು ಹಾಗೂ ಅದನ್ನು ಕಾರ್ಯರೂಪಕ್ಕೆ ತರುವುದು ಅತ್ಯಂತ ಮುಖ್ಯ ಎಂದರು. ಈ ಎಲ್ಲ ಬೇಡಿಕೆಗಳನ್ನು ಗಮನದಲ್ಲಿಟ್ಟುಕೊಂಡು ಹೊಸದಾಗಿ ರಚನೆಯಾಗಿರುವ ತಾಲ್ಲೂಕುಗಳಿಗೆ ಆಡಳಿತ ಸ್ವರೂಪ ನೀಡಲು ಆದ್ಯತೆ ನೀಡಲಾಗಿದೆ. ಸರ್ಕಾರ ಹೊಸ ತಾಲ್ಲೂಕುಗಳ ಘೋಷಣೆ ಬೇಡ ಎಂದು ಮುಖ್ಯಮಂತ್ರಿ ಸಿದ್ದರಾಮಯ್ಯ ನಿರ್ಧರಿಸಿದ್ದಾರೆ ಎಂದರು. ಮುಂದೆ ನಮ್ಮ ಸರ್ಕಾರದ ಅವಧಿಯಲ್ಲೇ ಹೊಸ ತಾಲ್ಲೂಕುಗಳ ಬಗ್ಗೆ ಚಿಂತನೆ ನಡೆಸುತ್ತೇವೆ. ಈ ಬೇಡಿಕೆಗಳನ್ನು ಗಮನದಲ್ಲಿಟ್ಟುಕೊಂಡು ತೀರ್ಮಾನ ಮಾಡುತ್ತೇವೆ. ಸದ್ಯಕ್ಕಂತೂ ಹೊಸ ತಾಲ್ಲೂಕುಗಳ ರಚನೆ ಇಲ್ಲ ಎಂದು ಅವರು ಹೇಳಿದರು.	[689, 1223, 1533, 1326]
voter-body: ಹೊಸದಿಲ್ಲಿ, 18–'ಚುನಾವಣಾ ಆಯೋಗವು ಆಡಳಿತಾರೂಢ ಬಿಜೆಪಿ ಪರವಾಗಿ ಕೆಲಸ ಮಾಡುತ್ತಿದ್ದು, ಹಿಂದುಳಿದ ವರ್ಗಗಳಿಗೆ ಸೇರಿದವರ ಹೆಸರುಗಳನ್ನು ಮತದಾರರ ಪಟ್ಟಿಯಿಂದ ಅಳಿಸಿಹಾಕಿದೆ' ಎಂದು ಸಮಾಜವಾದಿ ಪಕ್ಷದ ಮುಖ್ಯಸ್ಥ ಅಖಿಲೇಶ್ ಯಾದವ್ ಸೋಮವಾರ ಆರೋಪಿಸಿದ್ದಾರೆ. ಸಂಸತ್ತಿನ ಆವರಣದಲ್ಲಿ ಸೋಮವಾರ ಮಾತನಾಡಿದ ಅವರು, 'ಯಾದವ್, ಪಾಲ್, ಬಘೇಲ್ ಮತ್ತು ರಾಥೋಡ್ ಸೇರಿದಂತೆ ಹಿಂದುಳಿದ ಸಮುದಾಯಗಳಿಗೆ ಸೇರಿದವರ ಹೆಸರುಗಳನ್ನು ಪಟ್ಟಿಯಿಂದ ತೆಗೆದುಹಾಕಿ ಬಿಜೆಪಿಗೆ ಲಾಭ ಮಾಡಿಕೊಟ್ಟಿದೆ' ಎಂದು ದೂರಿದ್ದಾರೆ. ಯಾವೆಲ್ಲಾ ಕ್ಷೇತ್ರಗಳಲ್ಲಿ ಸಮಾಜವಾದಿ ಪಕ್ಷ ಸ್ಥಾನಗಳನ್ನು ಕಡಿಮೆ ಮತಗಳ ಅಂತರದಿಂದ ಕಳೆದುಕೊಂಡಿದೆಯೋ ಅಲ್ಲೆಲ್ಲಾ ಕಡೆ ಮತದಾರರ ಹೆಸರು ಅಳಿಸಿ ಹಾಕಲಾಗಿದೆ. 2019ರಲ್ಲಿ ಮತ್ತು 2022ರ ಉಪಚುನಾವಣೆಯಲ್ಲಿ ಅಳಿಸಲಾಗಿದೆ. ಮತದಾರರ ಪಟ್ಟಿಗೆ ಹೆಸರು ಸೇರಿಸಲೂ ನಿರ್ದಿಷ್ಟ ಪ್ರಕ್ರಿಯೆ ಪಾಲನೆಯಾಗಿಲ್ಲ ಎಂದಿದ್ದಾರೆ.	[1273, 620, 1522, 799]
mumbai-story-box	[39, 2056, 677, 2377]
impeach-headline: ಮಹಾಭಿಯೋಗ ಪ್ರಸ್ತಾವನೆ ಸಂಸತ್ತಿನಲ್ಲಿ ಮಂಡಿಸಲು ಇಂಡಿಯಾ ಮೈತ್ರಿಕೂಟ ನಿರ್ಧಾರ	[79, 1099, 622, 1193]
editor-label: ಸಂಪಾದಕ: ಪಿ.ಬಿ. ಧಾರವಾಡಕರ	[998, 244, 1125, 259]
info-pages: Pages 8	[1402, 314, 1474, 333]
ear-right-headline: ಮಳೆ ವಿವರ	[1274, 42, 1445, 85]
tribute-body: ಬೆಂಗಳೂರು, ಆ.18– ಇತ್ತೀಚೆಗೆ ಅಗಲಿದ ಜ್ಞಾನದಾಸೋಹಿ ಡಾ.ಶರಣಬಸವಪ್ಪ ಅಪ್ಪ ಹಾಗೂ ವಿಶ್ವಕರ್ಮ ಸಂಸ್ಥಾನ ಮಠದ ಶ್ರೀ ಕುಮಾರ ಚಂದ್ರಶೇಖರನಾಥ ಸ್ವಾಮೀಜಿ ಅವರಿಗೆ ವಿಧಾನಸಭೆಯಲ್ಲಿಂದು ಭಾವಪೂರ್ಣ ಶ್ರದ್ಧಾಂಜಲಿ ಸಲ್ಲಿಸಲಾಯಿತು. ವಿಧಾನಸಭೆಯ ಕಲಾಪ ಆರಂಭವಾಗುತ್ತಿದ್ದಂತೆ ಸಭಾಧ್ಯಕ್ಷ ಯು.ಟಿ.ಖಾದರ್, ಈ ಇಬ್ಬರು ಮಹಾನ್ ಸಂತರ ಅಗಲಿಕೆಯನ್ನು ಸದನಕ್ಕೆ ವಿಷಾದದಿಂದ ತಿಳಿಸಿದರು. ಡಾ.ಶರಣಬಸವಪ್ಪ ಅಪ್ಪ ಅವರು 1935ರ ನವೆಂಬರ್ 14ರಂದು ಜನಿಸಿದ್ದು, ಧಾರವಾಡದ ಕರ್ನಾಟಕ ವಿವಿಯಿಂದ ತತ್ವಶಾಸ್ತ್ರದಲ್ಲಿ ಸ್ನಾತಕೋತ್ತರ ಪದವಿ ಪಡೆದು ಅದೇ ವರ್ಷ ಪೀಠಾಧಿಪತಿಯಾದರು. ಶರಣ ಬಸವೇಶ್ವರ ವಿದ್ಯಾವರ್ಧಕ ಸಂಘದ ಮೂಲಕ ಶಿಕ್ಷಣ ಕ್ಷೇತ್ರದಲ್ಲಿ ಕ್ರಾಂತಿ ಮಾಡಿದರು. ಶ್ರೀ ಕುಮಾರ ಚಂದ್ರಶೇಖರನಾಥ ಸ್ವಾಮೀಜಿ 8ನೇ ಪೀಠಾಧಿಪತಿಯಾಗಿದ್ದು ಕಲಬುರಗಿಯಲ್ಲಿ ಶೈಕ್ಷಣಿಕ ಸಂಸ್ಥೆಗಳನ್ನು ಸ್ಥಾಪಿಸಿ 60ಕ್ಕೂ ಹೆಚ್ಚು ಶಿಕ್ಷಣ ಸಂಸ್ಥೆಗಳನ್ನು ಸ್ಥಾಪಿಸಿದರು.	[42, 601, 330, 750]
registration-bar-top	[6, 184, 21, 309]
ear-left-body: ಬೆಳಗಾವಿ, 18: ಅವ್ಯಾಹತವಾಗಿ ಸುರಿಯುತ್ತಿರುವ ಮಳೆಯಿಂದಾಗಿ ಬೆಳಗಾವಿ, ಖಾನಾಪುರ, ಬೈಲಹೊಂಗಲ, ಕಿತ್ತೂರು ಮತ್ತು ಸವದತ್ತಿ ತಾಲೂಕಿನ ಶಾಲೆಗಳು ಮತ್ತು ಪದವಿಪೂರ್ವ ಕಾಲೇಜುಗಳಿಗೆ ಮಂಗಳವಾರವೂ ರಜೆ ನೀಡಲಾಗಿದೆ. ಈ ಕುರಿತು ಬೆಳಗಾವಿ ಜಿಲ್ಲಾಧಿಕಾರಿ ರೋಷನ್ ಮೊಹಮ್ಮದ್ ಸೂಚನೆ ನೀಡಿದ್ದಾರೆ.	[55, 118, 346, 191]
info-rni: RNI No-45613	[763, 314, 898, 333]
masthead-tagline: ಪ್ರಗತಿಶೀಲ ಕನ್ನಡಿಗರ ಮುಖವಾಣಿ	[423, 34, 660, 61]
info-date: ಮಂಗಳವಾರ 19–08–2025	[1096, 315, 1265, 333]
